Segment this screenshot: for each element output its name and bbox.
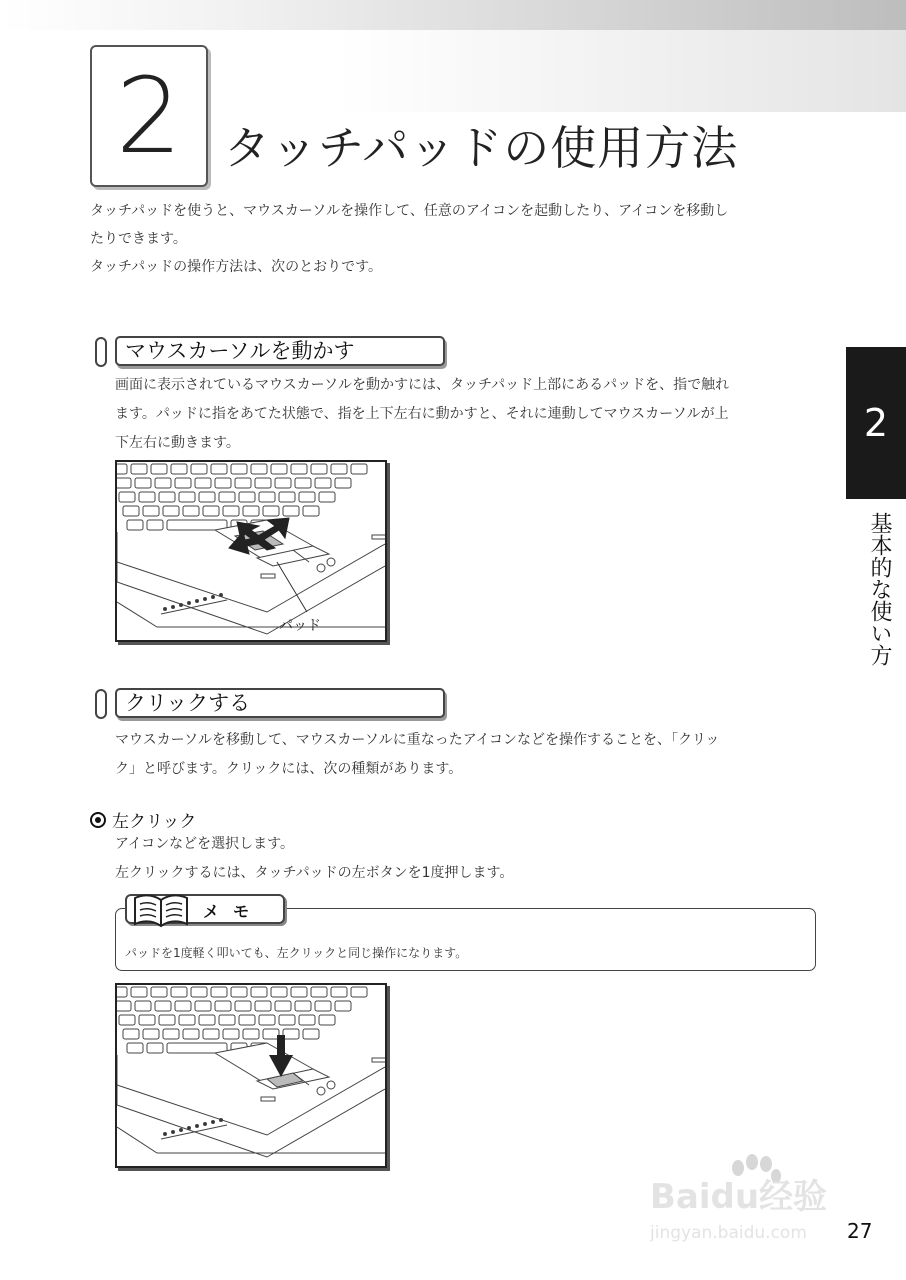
book-icon [131,892,193,930]
touchpad-move-figure [115,460,387,642]
intro-line: タッチパッドを使うと、マウスカーソルを操作して、任意のアイコンを起動したり、アイコンを移動し [90,203,729,219]
watermark-url: jingyan.baidu.com [650,1223,807,1243]
left-click-title: 左クリック [112,812,197,832]
left-click-heading [90,807,197,832]
section-click-text [115,726,825,784]
memo-tab [125,894,285,924]
page-number: 27 [847,1219,873,1243]
body-line: アイコンなどを選択します。 [115,836,295,852]
body-line: 画面に表示されているマウスカーソルを動かすには、タッチパッド上部にあるパッドを、指で触れ [115,377,730,393]
body-line: マウスカーソルを移動して、マウスカーソルに重なったアイコンなどを操作することを、「クリッ [115,732,720,748]
section-move-text [115,371,825,458]
baidu-watermark [650,1150,850,1250]
status-leds [161,1119,227,1140]
heading-tab-marker [95,337,107,367]
chapter-side-title: 基本的な使い方 [867,512,892,666]
body-line: 下左右に動きます。 [115,435,240,451]
laptop-illustration [117,985,385,1166]
intro-line: タッチパッドの操作方法は、次のとおりです。 [90,259,383,275]
keyboard-keys [117,464,367,530]
title-gradient-band [195,30,906,112]
intro-text [90,197,825,281]
section-heading-move [95,336,450,370]
touchpad-area [215,1043,329,1089]
touchpad-area [215,520,329,566]
pad-label: パッド [279,618,321,634]
section-heading-click [95,688,450,722]
touchpad-click-figure [115,983,387,1168]
chapter-side-tab: 2 [846,347,906,499]
body-line: 左クリックするには、タッチパッドの左ボタンを1度押します。 [115,865,514,881]
memo-label: メモ [203,902,264,921]
status-leds [161,594,227,615]
keyboard-keys [117,987,367,1053]
body-line: ク」と呼びます。クリックには、次の種類があります。 [115,761,463,777]
callout-line [277,562,307,612]
laptop-illustration [117,462,385,640]
body-line: ます。パッドに指をあてた状態で、指を上下左右に動かすと、それに連動してマウスカーソルが上 [115,406,729,422]
heading-label: クリックする [115,688,445,718]
bullet-icon [90,812,106,828]
heading-label: マウスカーソルを動かす [115,336,445,366]
watermark-brand: Baidu经验 [650,1177,828,1217]
top-gradient-band [0,0,906,30]
intro-line: たりできます。 [90,231,187,247]
left-click-text [115,830,825,888]
chapter-title: タッチパッドの使用方法 [224,121,739,175]
memo-text: パッドを1度軽く叩いても、左クリックと同じ操作になります。 [125,946,468,960]
heading-tab-marker [95,689,107,719]
chapter-number: 2 [90,45,208,187]
